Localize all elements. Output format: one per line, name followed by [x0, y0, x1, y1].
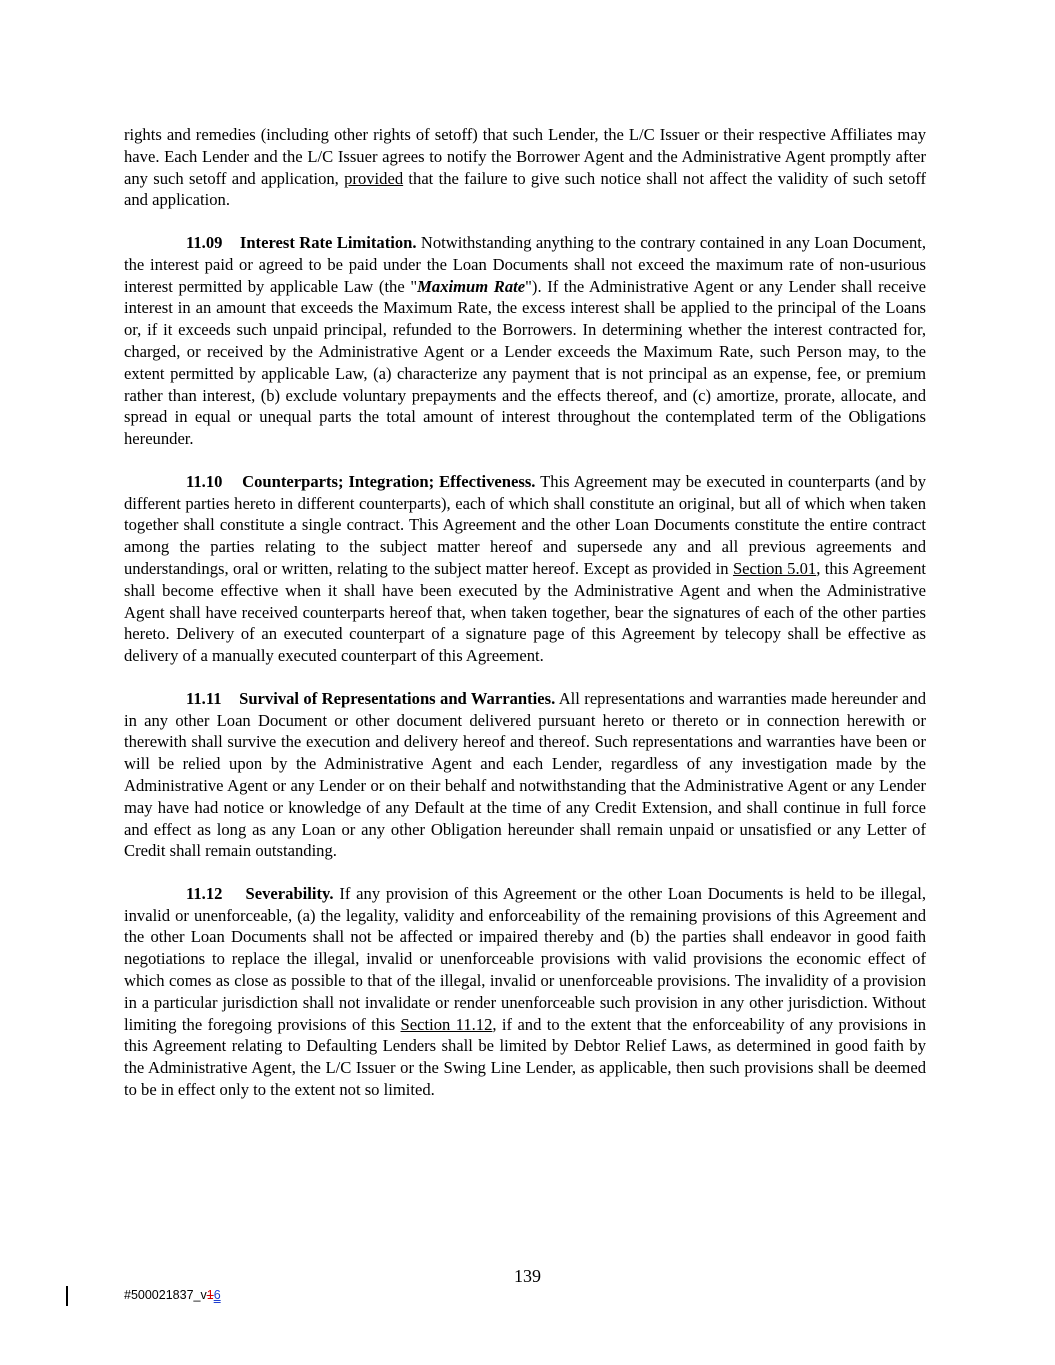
- section-11-11: [124, 688, 926, 862]
- text-run: "). If the Administrative Agent or any Lender shall receive interest in an amount that exceeds the Maximum Rate, the excess interest shall be applied to the principal of the Loans or, if it exceeds such unpaid principal, refunded to the Borrowers. In determining whether the interest contracted for, charged, or received by the Administrative Agent or a Lender exceeds the Maximum Rate, such Person may, to the extent permitted by applicable Law, (a) characterize any payment that is not principal as an expense, fee, or premium rather than interest, (b) exclude voluntary prepayments and the effects thereof, and (c) amortize, prorate, allocate, and spread in equal or unequal parts the total amount of interest throughout the contemplated term of the Obligations hereunder.: [124, 276, 926, 449]
- doc-id-prefix: #500021837_v: [124, 1288, 207, 1302]
- paragraph-setoff-continuation: [124, 124, 926, 211]
- section-title: Counterparts; Integration; Effectiveness.: [242, 471, 536, 491]
- section-reference: Section 11.12: [400, 1014, 493, 1034]
- text-run: , if and to the extent that the enforceability of any provisions in this Agreement relating to Defaulting Lenders shall be limited by Debtor Relief Laws, as determined in good faith by the Administrative Agent, the L/C Issuer or the Swing Line Lender, as applicable, then such provisions shall be deemed to be in effect only to the extent not so limited.: [124, 1014, 926, 1100]
- text-run: This Agreement may be executed in counterparts (and by different parties hereto in different counterparts), each of which shall constitute an original, but all of which when taken together shall constitute a single contract. This Agreement and the other Loan Documents constitute the entire contract among the parties relating to the subject matter hereof and supersede any and all previous agreements and understandings, oral or written, relating to the subject matter hereof. Except as provided in: [124, 471, 926, 578]
- text-run: If any provision of this Agreement or the other Loan Documents is held to be illegal, invalid or unenforceable, (a) the legality, validity and enforceability of the remaining provisions of this Agreement and the other Loan Documents shall not be affected or impaired thereby and (b) the parties shall endeavor in good faith negotiations to replace the illegal, invalid or unenforceable provisions with valid provisions the economic effect of which comes as close as possible to that of the illegal, invalid or unenforceable provisions. The invalidity of a provision in a particular jurisdiction shall not invalidate or render unenforceable such provision in any other jurisdiction. Without limiting the foregoing provisions of this: [124, 883, 926, 1034]
- section-title: Survival of Representations and Warranties.: [239, 688, 556, 708]
- text-run: rights and remedies (including other rights of setoff) that such Lender, the L/C Issuer or their respective Affiliates may have. Each Lender and the L/C Issuer agrees to notify the Borrower Agent and the Administrative Agent promptly after any such setoff and application,: [124, 125, 926, 188]
- page-number: 139: [514, 1266, 541, 1286]
- text-run: All representations and warranties made hereunder and in any other Loan Document or other document delivered pursuant hereto or thereto or in connection herewith or therewith shall survive the execution and delivery hereof and thereof. Such representations and warranties have been or will be relied upon by the Administrative Agent and each Lender, regardless of any investigation made by the Administrative Agent or any Lender or on their behalf and notwithstanding that the Administrative Agent or any Lender may have had notice or knowledge of any Default at the time of any Credit Extension, and shall continue in full force and effect as long as any Loan or any other Obligation hereunder shall remain unpaid or unsatisfied or any Letter of Credit shall remain outstanding.: [124, 688, 926, 861]
- section-number: 11.10: [186, 471, 223, 491]
- section-number: 11.11: [186, 688, 222, 708]
- section-reference: Section 5.01: [732, 558, 817, 578]
- deleted-version: 1: [206, 1288, 214, 1302]
- section-number: 11.12: [186, 883, 223, 903]
- section-11-12: [124, 883, 926, 1101]
- section-11-09: [124, 232, 926, 450]
- text-run: that the failure to give such notice shall not affect the validity of such setoff and application.: [124, 168, 926, 210]
- change-bar: [66, 1286, 68, 1306]
- document-body: [124, 124, 926, 1122]
- underlined-term: provided: [344, 168, 404, 188]
- section-11-10: [124, 471, 926, 667]
- section-number: 11.09: [186, 232, 223, 252]
- text-run: Notwithstanding anything to the contrary contained in any Loan Document, the interest paid or agreed to be paid under the Loan Documents shall not exceed the maximum rate of non-usurious interest permitted by applicable Law (the ": [124, 232, 927, 296]
- document-id: [124, 1288, 221, 1302]
- text-run: , this Agreement shall become effective when it shall have been executed by the Administrative Agent and when the Administrative Agent shall have received counterparts hereof that, when taken together, bear the signatures of each of the other parties hereto. Delivery of an executed counterpart of a signature page of this Agreement by telecopy shall be effective as delivery of a manually executed counterpart of this Agreement.: [124, 558, 926, 666]
- inserted-version: 6: [213, 1288, 221, 1302]
- section-title: Severability.: [245, 883, 334, 903]
- section-title: Interest Rate Limitation.: [239, 232, 417, 252]
- defined-term: Maximum Rate: [417, 276, 526, 296]
